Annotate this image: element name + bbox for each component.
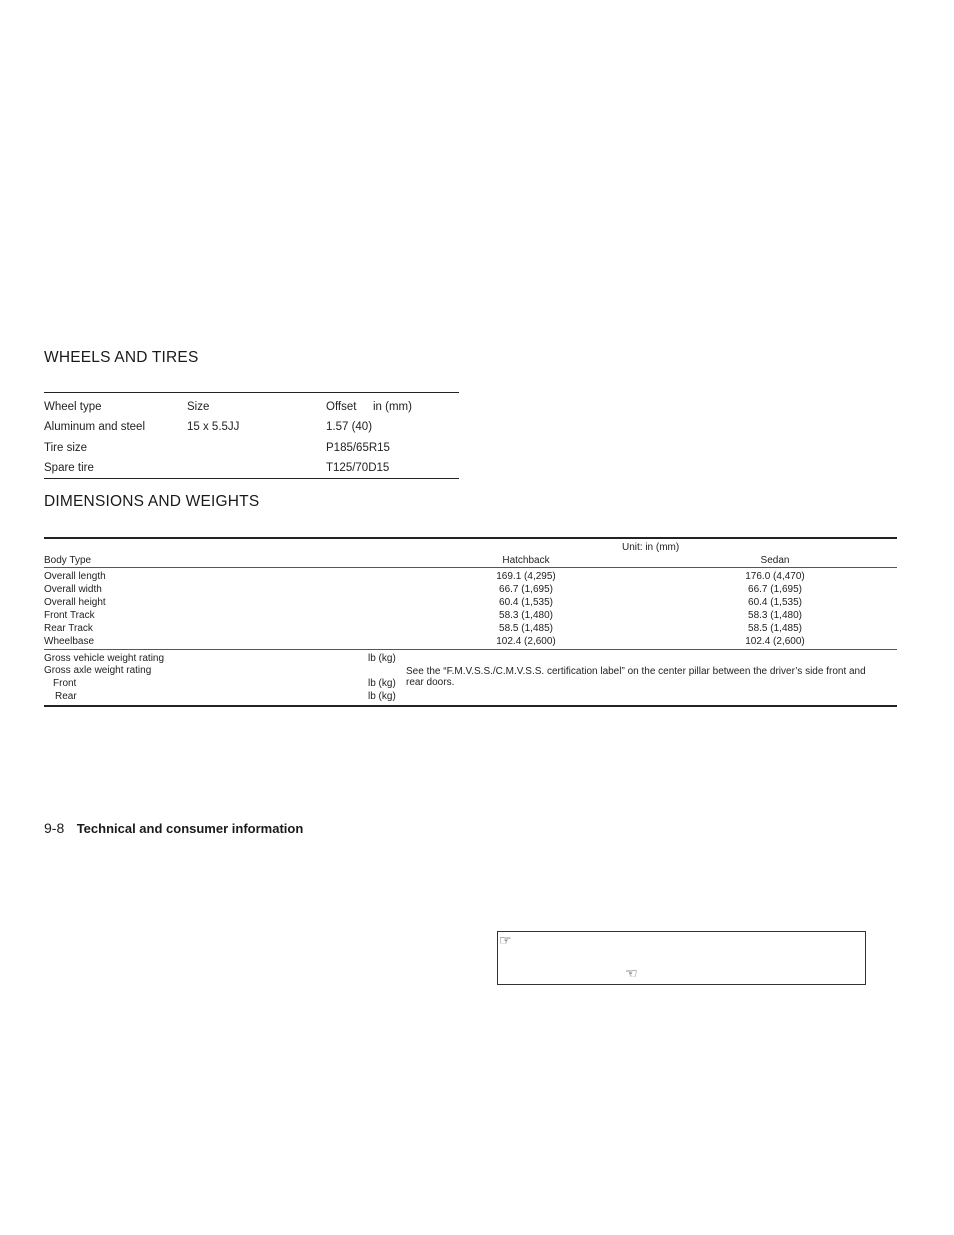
body-type-label: Body Type (44, 555, 92, 566)
wheels-table-bottom-rule (44, 478, 459, 479)
wheel-row-offset: T125/70D15 (326, 462, 390, 474)
dim-row-sedan: 58.3 (1,480) (748, 610, 802, 621)
dimensions-weights-divider (44, 649, 897, 650)
wheel-row-label: Spare tire (44, 462, 94, 474)
dim-row-hatchback: 60.4 (1,535) (499, 597, 553, 608)
dimensions-heading: DIMENSIONS AND WEIGHTS (44, 493, 260, 510)
dim-row-label: Overall width (44, 584, 102, 595)
pointing-hand-left-icon: ☜ (625, 965, 638, 981)
unit-label: Unit: in (mm) (622, 542, 680, 553)
dim-row-label: Front Track (44, 610, 95, 621)
dim-row-label: Overall height (44, 597, 106, 608)
dim-row-hatchback: 58.3 (1,480) (499, 610, 553, 621)
wheel-row-size: 15 x 5.5JJ (187, 421, 240, 433)
dim-row-sedan: 176.0 (4,470) (745, 571, 805, 582)
wheels-table-top-rule (44, 392, 459, 393)
col-offset-unit: in (mm) (373, 401, 412, 413)
dimensions-table-bottom-rule (44, 705, 897, 707)
col-sedan: Sedan (760, 555, 790, 566)
front-label: Front (53, 678, 77, 689)
wheels-and-tires-heading: WHEELS AND TIRES (44, 349, 199, 366)
dim-row-hatchback: 102.4 (2,600) (496, 636, 556, 647)
dim-row-hatchback: 169.1 (4,295) (496, 571, 556, 582)
front-unit: lb (kg) (368, 678, 396, 689)
dim-row-hatchback: 58.5 (1,485) (499, 623, 553, 634)
col-wheel-type: Wheel type (44, 401, 102, 413)
wheel-row-label: Aluminum and steel (44, 421, 145, 433)
rear-label: Rear (55, 691, 77, 702)
dim-row-label: Wheelbase (44, 636, 95, 647)
reference-box (497, 931, 866, 985)
certification-note-line-1: See the “F.M.V.S.S./C.M.V.S.S. certification label” on the center pillar between the driver’s side front and (406, 666, 866, 677)
dim-row-sedan: 60.4 (1,535) (748, 597, 802, 608)
dimensions-header-rule (44, 567, 897, 568)
gawr-label: Gross axle weight rating (44, 665, 152, 676)
dim-row-label: Rear Track (44, 623, 93, 634)
gvwr-unit: lb (kg) (368, 653, 396, 664)
dim-row-sedan: 66.7 (1,695) (748, 584, 802, 595)
dim-row-sedan: 58.5 (1,485) (748, 623, 802, 634)
col-hatchback: Hatchback (502, 555, 550, 566)
dimensions-table-top-rule (44, 537, 897, 539)
pointing-hand-right-icon: ☞ (499, 932, 512, 948)
wheel-row-label: Tire size (44, 442, 88, 454)
wheel-row-offset: P185/65R15 (326, 442, 390, 454)
dim-row-label: Overall length (44, 571, 106, 582)
dim-row-sedan: 102.4 (2,600) (745, 636, 805, 647)
rear-unit: lb (kg) (368, 691, 396, 702)
page-number: 9-8 (44, 820, 65, 836)
section-title: Technical and consumer information (76, 821, 304, 836)
dim-row-hatchback: 66.7 (1,695) (499, 584, 553, 595)
col-offset: Offset (326, 401, 357, 413)
gvwr-label: Gross vehicle weight rating (44, 653, 165, 664)
col-size: Size (187, 401, 210, 413)
wheel-row-offset: 1.57 (40) (326, 421, 373, 433)
page-footer (44, 820, 303, 838)
certification-note-line-2: rear doors. (406, 677, 455, 688)
